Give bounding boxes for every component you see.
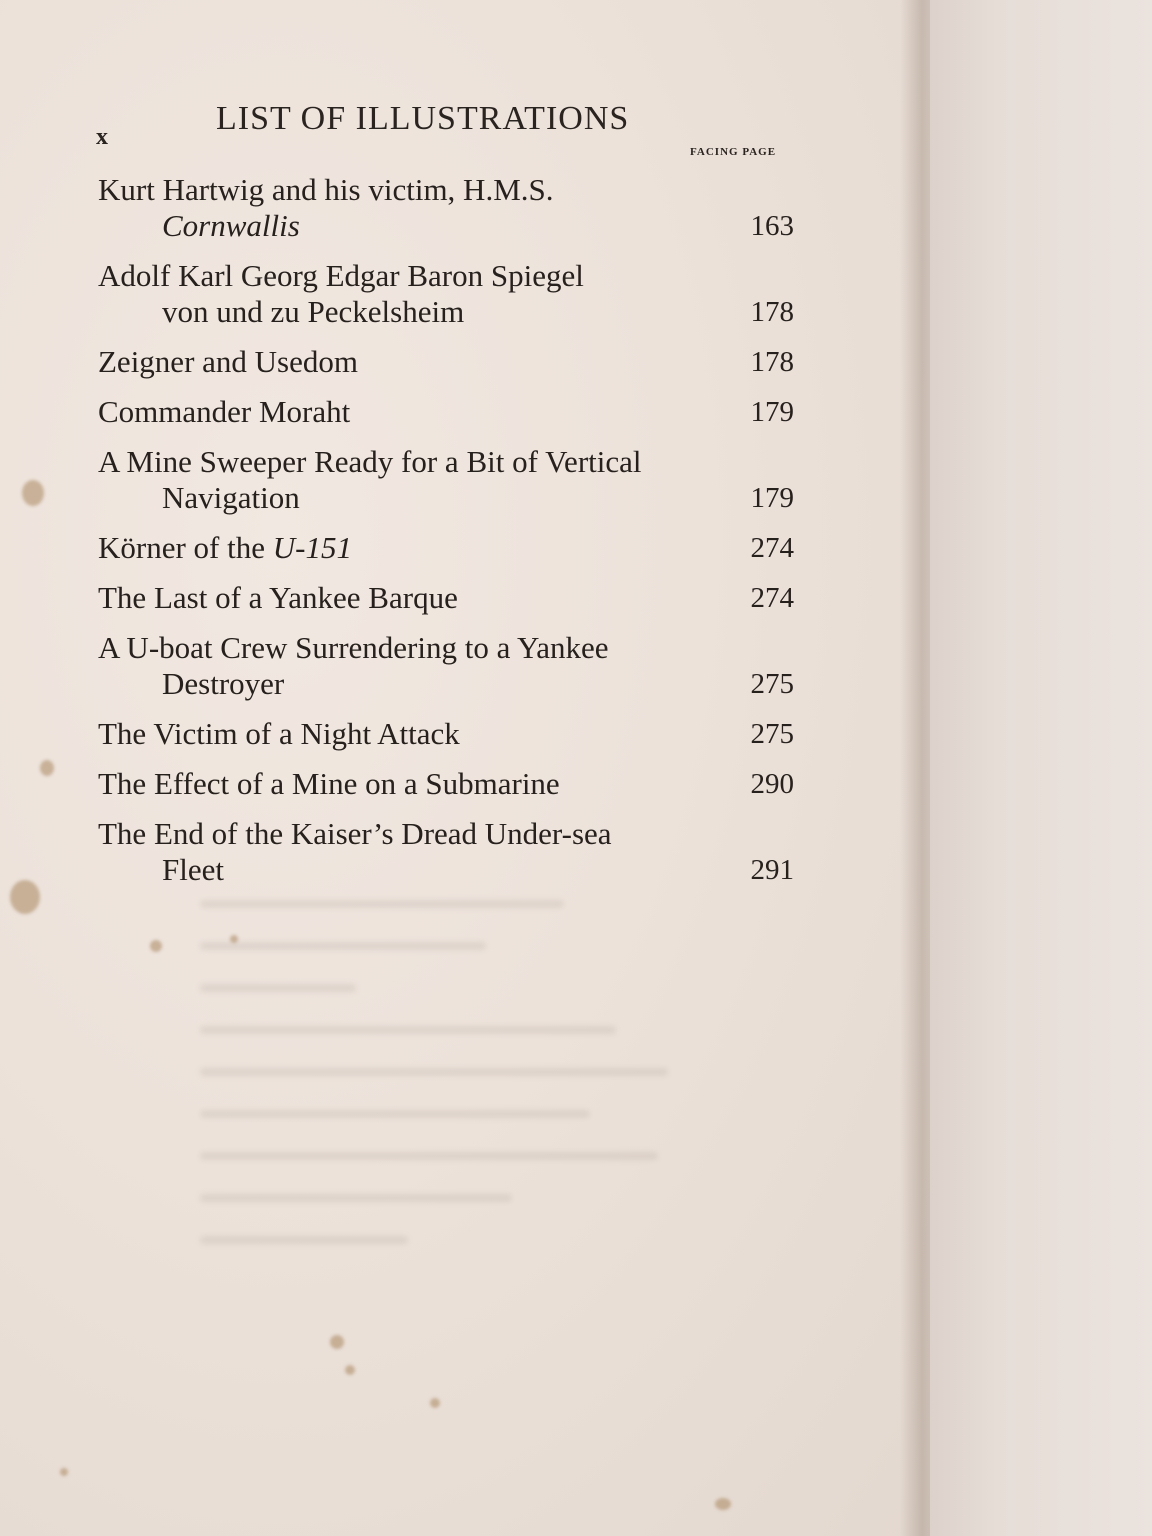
list-item [98,816,798,888]
list-item [98,258,798,330]
foxing-spot [345,1365,355,1375]
page-number: 179 [750,482,794,514]
page-number: 290 [750,768,794,800]
page-number: 178 [750,346,794,378]
page-number: 275 [750,668,794,700]
foxing-spot [330,1335,344,1349]
entry-title-text: Körner of the [98,530,273,565]
facing-page-column-label: FACING PAGE [690,146,777,158]
entry-title-continued: Fleet [162,852,224,887]
entry-title-continued: Destroyer [162,666,285,701]
page-number: 179 [750,396,794,428]
page-number: 291 [750,854,794,886]
list-item [98,344,798,380]
entry-title-continued: Cornwallis [162,208,300,243]
page-header [96,100,796,150]
foxing-spot [10,880,40,914]
entry-title: Adolf Karl Georg Edgar Baron Spiegel [98,258,584,293]
submarine-designation: U-151 [272,530,352,565]
list-item [98,716,798,752]
list-item [98,394,798,430]
list-item [98,630,798,702]
page-number: 274 [750,582,794,614]
show-through-text [200,900,720,1360]
list-item [98,580,798,616]
foxing-spot [22,480,44,506]
entry-title: The Effect of a Mine on a Submarine [98,766,560,801]
foxing-spot [715,1498,731,1510]
entry-title: Zeigner and Usedom [98,344,358,379]
page-number: 274 [750,532,794,564]
entry-title: The Last of a Yankee Barque [98,580,458,615]
list-item [98,530,798,566]
page-number: 275 [750,718,794,750]
illustrations-list [98,172,798,902]
entry-title: A U-boat Crew Surrendering to a Yankee [98,630,609,665]
folio-number: x [96,124,108,150]
entry-title: Commander Moraht [98,394,351,429]
entry-title-continued: Navigation [162,480,300,515]
list-item [98,172,798,244]
list-item [98,444,798,516]
page-title: LIST OF ILLUSTRATIONS [216,100,630,137]
entry-title: The Victim of a Night Attack [98,716,460,751]
foxing-spot [40,760,54,776]
page-number: 163 [750,210,794,242]
foxing-spot [430,1398,440,1408]
entry-title [98,530,798,566]
facing-page-edge [930,0,1152,1536]
list-item [98,766,798,802]
entry-title: The End of the Kaiser’s Dread Under-sea [98,816,612,851]
foxing-spot [150,940,162,952]
entry-title: Kurt Hartwig and his victim, H.M.S. [98,172,554,207]
entry-title: A Mine Sweeper Ready for a Bit of Vertical [98,444,642,479]
foxing-spot [230,935,238,943]
page-number: 178 [750,296,794,328]
entry-title-continued: von und zu Peckelsheim [162,294,465,329]
foxing-spot [60,1468,68,1476]
